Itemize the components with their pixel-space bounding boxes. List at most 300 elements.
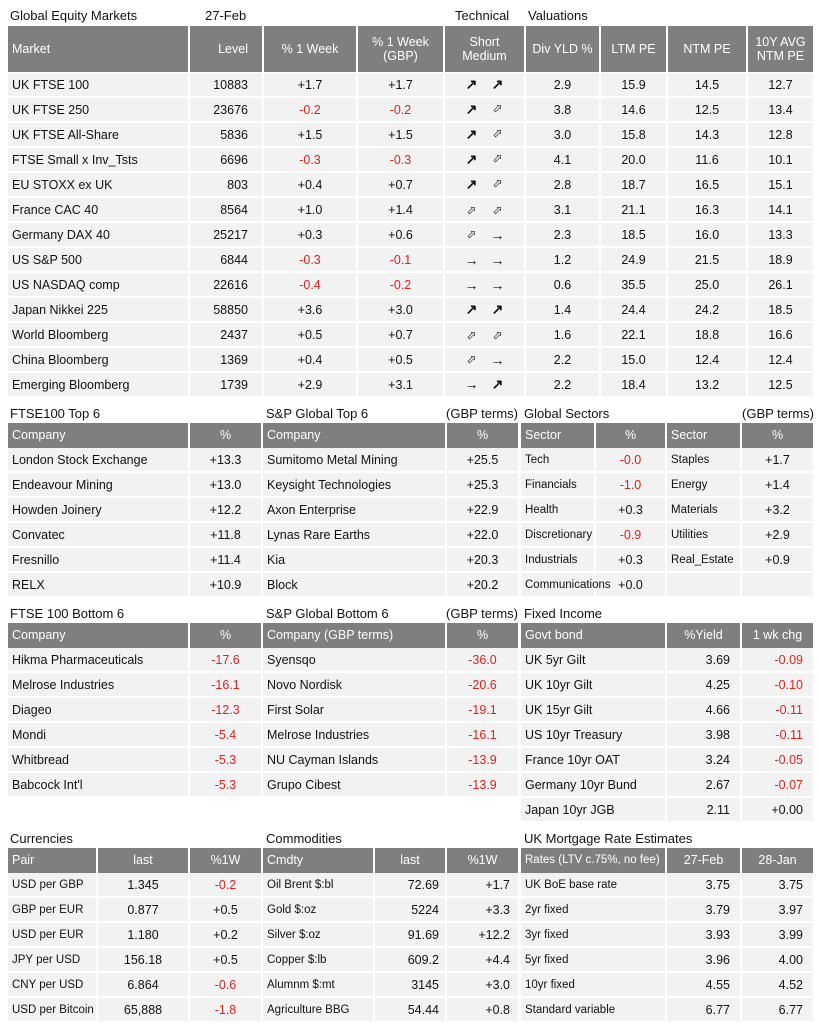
commodity-last: 609.2 <box>375 948 447 971</box>
bond-row <box>521 748 813 773</box>
mortgage-row <box>521 998 813 1023</box>
mortgage-rate-previous: 6.77 <box>778 1002 803 1017</box>
company-pct: -5.3 <box>214 777 237 792</box>
market-level: 23676 <box>190 98 264 121</box>
ftse-top-title: FTSE100 Top 6 <box>10 406 101 421</box>
sp-bottom-header <box>263 623 518 648</box>
company-name: Kia <box>263 548 447 571</box>
bond-name: France 10yr OAT <box>521 748 667 771</box>
market-name: US NASDAQ comp <box>8 273 190 296</box>
sp-top-title: S&P Global Top 6 <box>266 406 369 421</box>
bond-row <box>521 673 813 698</box>
company-name: Endeavour Mining <box>8 473 190 496</box>
market-level: 22616 <box>190 273 264 296</box>
sector-name: Health <box>521 498 596 521</box>
div-yield: 2.9 <box>526 73 601 96</box>
medium-term-arrow-up-right-outline-icon: ⬀ <box>492 151 503 165</box>
mortgage-rate-previous: 3.97 <box>778 902 803 917</box>
sector-name: Communications <box>521 573 596 596</box>
ltm-pe: 18.4 <box>601 373 668 396</box>
div-yield: 1.4 <box>526 298 601 321</box>
technical-signals <box>445 298 526 321</box>
mortgage-rate-previous: 3.75 <box>778 877 803 892</box>
technical-signals <box>445 223 526 246</box>
sector-row <box>521 573 813 598</box>
ftse-top-row <box>8 573 261 598</box>
sp-bottom-note: (GBP terms) <box>446 606 518 621</box>
change-1week: +0.5 <box>264 323 358 346</box>
technical-signals <box>445 148 526 171</box>
mortgage-rate-previous: 4.00 <box>778 952 803 967</box>
commodity-row <box>263 973 518 998</box>
technical-arrows <box>465 151 505 168</box>
sector-row <box>521 448 813 473</box>
div-yield: 3.0 <box>526 123 601 146</box>
market-level: 2437 <box>190 323 264 346</box>
commodities-title: Commodities <box>266 831 342 846</box>
commodity-name: Gold $:oz <box>263 898 375 921</box>
change-1week: +1.7 <box>264 73 358 96</box>
currency-change: +0.5 <box>213 902 238 917</box>
company-pct: -12.3 <box>211 702 240 717</box>
commodity-change: +0.8 <box>485 1002 510 1017</box>
avg-10y-ntm-pe: 15.1 <box>768 177 793 192</box>
bond-change: -0.07 <box>774 777 803 792</box>
currency-row <box>8 873 261 898</box>
technical-arrows <box>465 227 505 243</box>
mortgage-product: 3yr fixed <box>521 923 667 946</box>
sector-name: Energy <box>667 473 742 496</box>
ltm-pe: 18.5 <box>601 223 668 246</box>
company-pct: +12.2 <box>209 502 242 517</box>
currency-change: -1.8 <box>214 1002 237 1017</box>
company-name: NU Cayman Islands <box>263 748 447 771</box>
col-level: Level <box>190 26 264 72</box>
commodity-name: Oil Brent $:bl <box>263 873 375 896</box>
ltm-pe: 24.4 <box>601 298 668 321</box>
bond-change: +0.00 <box>771 802 803 817</box>
sp-top-col-pct: % <box>476 428 489 443</box>
ntm-pe: 18.8 <box>668 323 748 346</box>
company-name: London Stock Exchange <box>8 448 190 471</box>
div-yield: 1.2 <box>526 248 601 271</box>
medium-term-arrow-up-right-outline-icon: ⬀ <box>492 202 503 217</box>
medium-term-arrow-up-right-icon: ↗ <box>491 76 504 92</box>
technical-signals <box>445 373 526 396</box>
change-1week: +0.4 <box>264 173 358 196</box>
bond-yield: 2.67 <box>667 773 742 796</box>
company-pct: +11.4 <box>210 552 241 567</box>
mortgage-header <box>521 848 813 873</box>
company-name: Diageo <box>8 698 190 721</box>
short-term-arrow-up-right-icon: ↗ <box>465 176 478 192</box>
sector-pct: +1.4 <box>765 477 790 492</box>
company-name: Convatec <box>8 523 190 546</box>
sp-top-body <box>263 448 518 598</box>
valuations-label: Valuations <box>528 8 588 23</box>
sector-pct: +2.9 <box>765 527 790 542</box>
technical-arrows <box>465 203 505 217</box>
bond-yield: 3.24 <box>667 748 742 771</box>
company-name: Keysight Technologies <box>263 473 447 496</box>
col-short: Short <box>469 34 500 49</box>
market-level: 8564 <box>190 198 264 221</box>
change-1week: -0.4 <box>264 273 358 296</box>
cur-col-1w: %1W <box>210 853 241 868</box>
commodity-row <box>263 923 518 948</box>
medium-term-arrow-up-right-outline-icon: ⬀ <box>492 327 503 342</box>
sector-name: Utilities <box>667 523 742 546</box>
medium-term-arrow-up-right-outline-icon: ⬀ <box>492 176 503 190</box>
sp-top-row <box>263 448 518 473</box>
sectors-body <box>521 448 813 598</box>
sp-top-header <box>263 423 518 448</box>
currency-row <box>8 998 261 1023</box>
change-1week-gbp: -0.2 <box>358 98 445 121</box>
mtg-col-a: 27-Feb <box>667 848 742 873</box>
equity-table-body <box>8 73 813 398</box>
commodity-change: +12.2 <box>478 927 510 942</box>
sp-top-row <box>263 573 518 598</box>
col-ntm-pe: NTM PE <box>668 26 748 72</box>
short-term-arrow-up-right-outline-icon: ⬀ <box>466 327 477 342</box>
avg-10y-ntm-pe: 18.9 <box>768 252 793 267</box>
fixed-income-title: Fixed Income <box>524 606 603 621</box>
col-1week-gbp-line1: % 1 Week <box>372 34 429 49</box>
ltm-pe: 15.0 <box>601 348 668 371</box>
mortgage-row <box>521 873 813 898</box>
sector-row <box>521 523 813 548</box>
sector-name: Real_Estate <box>667 548 742 571</box>
equity-row <box>8 273 813 298</box>
fi-col-chg: 1 wk chg <box>752 628 803 643</box>
sectors-col-sector-a: Sector <box>521 423 596 448</box>
market-name: China Bloomberg <box>8 348 190 371</box>
sp-bottom-row <box>263 648 518 673</box>
technical-signals <box>445 323 526 346</box>
bond-row <box>521 773 813 798</box>
company-name: Hikma Pharmaceuticals <box>8 648 190 671</box>
medium-term-arrow-right-icon: → <box>490 226 505 243</box>
sector-pct: -1.0 <box>596 473 667 496</box>
technical-arrows <box>465 101 505 118</box>
change-1week: +1.0 <box>264 198 358 221</box>
commodity-name: Agriculture BBG <box>263 998 375 1021</box>
change-1week: +2.9 <box>264 373 358 396</box>
div-yield: 3.8 <box>526 98 601 121</box>
cur-col-pair: Pair <box>8 848 98 873</box>
div-yield: 0.6 <box>526 273 601 296</box>
commodity-last: 91.69 <box>375 923 447 946</box>
market-level: 58850 <box>190 298 264 321</box>
bond-row <box>521 648 813 673</box>
sector-pct: +0.3 <box>596 548 667 571</box>
change-1week: +0.4 <box>264 348 358 371</box>
company-name: Sumitomo Metal Mining <box>263 448 447 471</box>
company-name: Axon Enterprise <box>263 498 447 521</box>
avg-10y-ntm-pe: 12.8 <box>768 127 793 142</box>
mortgage-title: UK Mortgage Rate Estimates <box>524 831 693 846</box>
short-term-arrow-right-icon: → <box>464 276 479 293</box>
commodities-header <box>263 848 518 873</box>
mortgage-row <box>521 923 813 948</box>
ltm-pe: 22.1 <box>601 323 668 346</box>
mortgage-rate-current: 3.79 <box>667 898 742 921</box>
sector-row <box>521 548 813 573</box>
currency-pair: CNY per USD <box>8 973 98 996</box>
change-1week-gbp: +1.4 <box>358 198 445 221</box>
sector-row <box>521 498 813 523</box>
change-1week-gbp: +0.5 <box>358 348 445 371</box>
technical-arrows <box>465 301 505 318</box>
ftse-top-body <box>8 448 261 598</box>
sp-bottom-row <box>263 723 518 748</box>
div-yield: 2.2 <box>526 373 601 396</box>
change-1week-gbp: +1.5 <box>358 123 445 146</box>
ltm-pe: 14.6 <box>601 98 668 121</box>
technical-arrows <box>465 76 505 93</box>
company-pct: +20.3 <box>466 552 499 567</box>
currency-change: -0.6 <box>214 977 237 992</box>
mortgage-rate-current: 3.96 <box>667 948 742 971</box>
company-pct: -36.0 <box>468 652 497 667</box>
bond-row <box>521 723 813 748</box>
equity-row <box>8 323 813 348</box>
col-1week-gbp-line2: (GBP) <box>383 49 418 63</box>
bond-name: UK 15yr Gilt <box>521 698 667 721</box>
technical-signals <box>445 248 526 271</box>
commodity-row <box>263 948 518 973</box>
currency-pair: JPY per USD <box>8 948 98 971</box>
equity-row <box>8 223 813 248</box>
currency-last: 1.180 <box>98 923 190 946</box>
bond-name: UK 10yr Gilt <box>521 673 667 696</box>
commodities-body <box>263 873 518 1023</box>
sector-pct: +0.0 <box>596 573 667 596</box>
market-name: UK FTSE 250 <box>8 98 190 121</box>
change-1week: +1.5 <box>264 123 358 146</box>
mortgage-rate-current: 6.77 <box>667 998 742 1021</box>
technical-signals <box>445 198 526 221</box>
market-name: UK FTSE All-Share <box>8 123 190 146</box>
currencies-body <box>8 873 261 1023</box>
sp-top-note: (GBP terms) <box>446 406 518 421</box>
commodity-last: 72.69 <box>375 873 447 896</box>
company-pct: -16.1 <box>468 727 497 742</box>
market-name: FTSE Small x Inv_Tsts <box>8 148 190 171</box>
mtg-col-b: 28-Jan <box>758 853 797 868</box>
sp-top-row <box>263 473 518 498</box>
mortgage-product: Standard variable <box>521 998 667 1021</box>
change-1week: +3.6 <box>264 298 358 321</box>
equity-row <box>8 248 813 273</box>
div-yield: 4.1 <box>526 148 601 171</box>
company-name: Fresnillo <box>8 548 190 571</box>
market-name: Emerging Bloomberg <box>8 373 190 396</box>
company-name: Lynas Rare Earths <box>263 523 447 546</box>
ftse-bottom-body <box>8 648 261 798</box>
bond-yield: 4.25 <box>667 673 742 696</box>
mortgage-product: 10yr fixed <box>521 973 667 996</box>
col-div-yld: Div YLD % <box>526 26 601 72</box>
ltm-pe: 24.9 <box>601 248 668 271</box>
commodity-change: +3.3 <box>485 902 510 917</box>
medium-term-arrow-right-icon: → <box>490 251 505 268</box>
ntm-pe: 12.4 <box>668 348 748 371</box>
change-1week-gbp: +0.7 <box>358 173 445 196</box>
sector-name <box>667 573 742 596</box>
company-name: RELX <box>8 573 190 596</box>
company-pct: +22.0 <box>466 527 499 542</box>
company-pct: -5.4 <box>214 727 237 742</box>
bond-change: -0.11 <box>775 727 803 742</box>
ftse-bottom-row <box>8 748 261 773</box>
bond-row <box>521 698 813 723</box>
market-level: 6696 <box>190 148 264 171</box>
market-name: UK FTSE 100 <box>8 73 190 96</box>
change-1week-gbp: -0.3 <box>358 148 445 171</box>
div-yield: 1.6 <box>526 323 601 346</box>
sector-name: Discretionary <box>521 523 596 546</box>
market-level: 5836 <box>190 123 264 146</box>
div-yield: 3.1 <box>526 198 601 221</box>
currency-change: +0.5 <box>213 952 238 967</box>
technical-signals <box>445 173 526 196</box>
sp-top-col-company: Company <box>263 423 447 448</box>
sp-top-row <box>263 523 518 548</box>
col-market: Market <box>8 26 190 72</box>
company-pct: +25.3 <box>466 477 499 492</box>
currencies-header <box>8 848 261 873</box>
ltm-pe: 18.7 <box>601 173 668 196</box>
commodity-change: +4.4 <box>485 952 510 967</box>
ftse-bottom-row <box>8 698 261 723</box>
ntm-pe: 14.5 <box>668 73 748 96</box>
ftse-bottom-col-company: Company <box>8 623 190 648</box>
change-1week-gbp: +0.6 <box>358 223 445 246</box>
sp-bottom-row <box>263 773 518 798</box>
sectors-note: (GBP terms) <box>742 406 814 421</box>
currency-row <box>8 973 261 998</box>
change-1week: -0.2 <box>264 98 358 121</box>
bond-name: Germany 10yr Bund <box>521 773 667 796</box>
sector-pct: +0.3 <box>596 498 667 521</box>
currency-last: 0.877 <box>98 898 190 921</box>
ntm-pe: 14.3 <box>668 123 748 146</box>
cmd-col-last: last <box>375 848 447 873</box>
mortgage-rate-previous: 4.52 <box>778 977 803 992</box>
technical-arrows <box>465 277 505 293</box>
ltm-pe: 21.1 <box>601 198 668 221</box>
equity-table-header <box>8 26 813 72</box>
ftse-bottom-row <box>8 673 261 698</box>
currency-change: +0.2 <box>213 927 238 942</box>
technical-signals <box>445 73 526 96</box>
cmd-col-name: Cmdty <box>263 848 375 873</box>
avg-10y-ntm-pe: 12.5 <box>768 377 793 392</box>
ltm-pe: 20.0 <box>601 148 668 171</box>
market-level: 1739 <box>190 373 264 396</box>
sector-name: Materials <box>667 498 742 521</box>
mortgage-rate-previous: 3.99 <box>778 927 803 942</box>
avg-10y-ntm-pe: 16.6 <box>768 327 793 342</box>
company-pct: -13.9 <box>468 777 497 792</box>
short-term-arrow-up-right-icon: ↗ <box>465 151 478 167</box>
company-name: Melrose Industries <box>263 723 447 746</box>
bond-row <box>521 798 813 823</box>
ntm-pe: 16.3 <box>668 198 748 221</box>
sector-pct: -0.9 <box>596 523 667 546</box>
company-pct: +25.5 <box>466 452 499 467</box>
technical-arrows <box>465 252 505 268</box>
avg-10y-ntm-pe: 12.4 <box>768 352 793 367</box>
avg-10y-ntm-pe: 10.1 <box>768 152 793 167</box>
bond-name: Japan 10yr JGB <box>521 798 667 821</box>
commodity-change: +3.0 <box>485 977 510 992</box>
equity-row <box>8 348 813 373</box>
sector-name: Industrials <box>521 548 596 571</box>
currency-last: 6.864 <box>98 973 190 996</box>
currency-pair: GBP per EUR <box>8 898 98 921</box>
fixed-income-body <box>521 648 813 823</box>
avg-10y-ntm-pe: 13.3 <box>768 227 793 242</box>
col-technical <box>445 26 526 72</box>
medium-term-arrow-up-right-outline-icon: ⬀ <box>492 126 503 140</box>
bond-change: -0.11 <box>775 702 803 717</box>
change-1week-gbp: +3.1 <box>358 373 445 396</box>
sectors-header <box>521 423 813 448</box>
commodity-change: +1.7 <box>485 877 510 892</box>
currencies-title: Currencies <box>10 831 73 846</box>
col-1week: % 1 Week <box>264 26 358 72</box>
ltm-pe: 15.8 <box>601 123 668 146</box>
currency-last: 156.18 <box>98 948 190 971</box>
mtg-col-name: Rates (LTV c.75%, no fee) <box>521 848 667 873</box>
col-medium: Medium <box>462 49 507 63</box>
ntm-pe: 24.2 <box>668 298 748 321</box>
technical-arrows <box>465 328 505 342</box>
sp-top-row <box>263 498 518 523</box>
ftse-top-row <box>8 473 261 498</box>
equity-row <box>8 198 813 223</box>
market-name: US S&P 500 <box>8 248 190 271</box>
change-1week-gbp: +1.7 <box>358 73 445 96</box>
currency-row <box>8 948 261 973</box>
company-pct: -20.6 <box>468 677 497 692</box>
mortgage-product: 5yr fixed <box>521 948 667 971</box>
bond-change: -0.05 <box>774 752 803 767</box>
technical-signals <box>445 348 526 371</box>
equity-row <box>8 373 813 398</box>
company-name: Mondi <box>8 723 190 746</box>
ftse-top-col-company: Company <box>8 423 190 448</box>
col-10y-avg <box>748 26 813 72</box>
company-name: Babcock Int'l <box>8 773 190 796</box>
market-name: EU STOXX ex UK <box>8 173 190 196</box>
fi-col-yield: %Yield <box>667 623 742 648</box>
bond-yield: 3.98 <box>667 723 742 746</box>
mortgage-row <box>521 948 813 973</box>
bond-name: US 10yr Treasury <box>521 723 667 746</box>
ntm-pe: 21.5 <box>668 248 748 271</box>
sector-pct <box>742 573 813 596</box>
company-pct: -5.3 <box>214 752 237 767</box>
avg-10y-ntm-pe: 18.5 <box>768 302 793 317</box>
ftse-top-col-pct: % <box>219 428 232 443</box>
sectors-col-pct-b: % <box>771 428 784 443</box>
technical-arrows <box>465 352 505 368</box>
ftse-bottom-col-pct: % <box>219 628 232 643</box>
